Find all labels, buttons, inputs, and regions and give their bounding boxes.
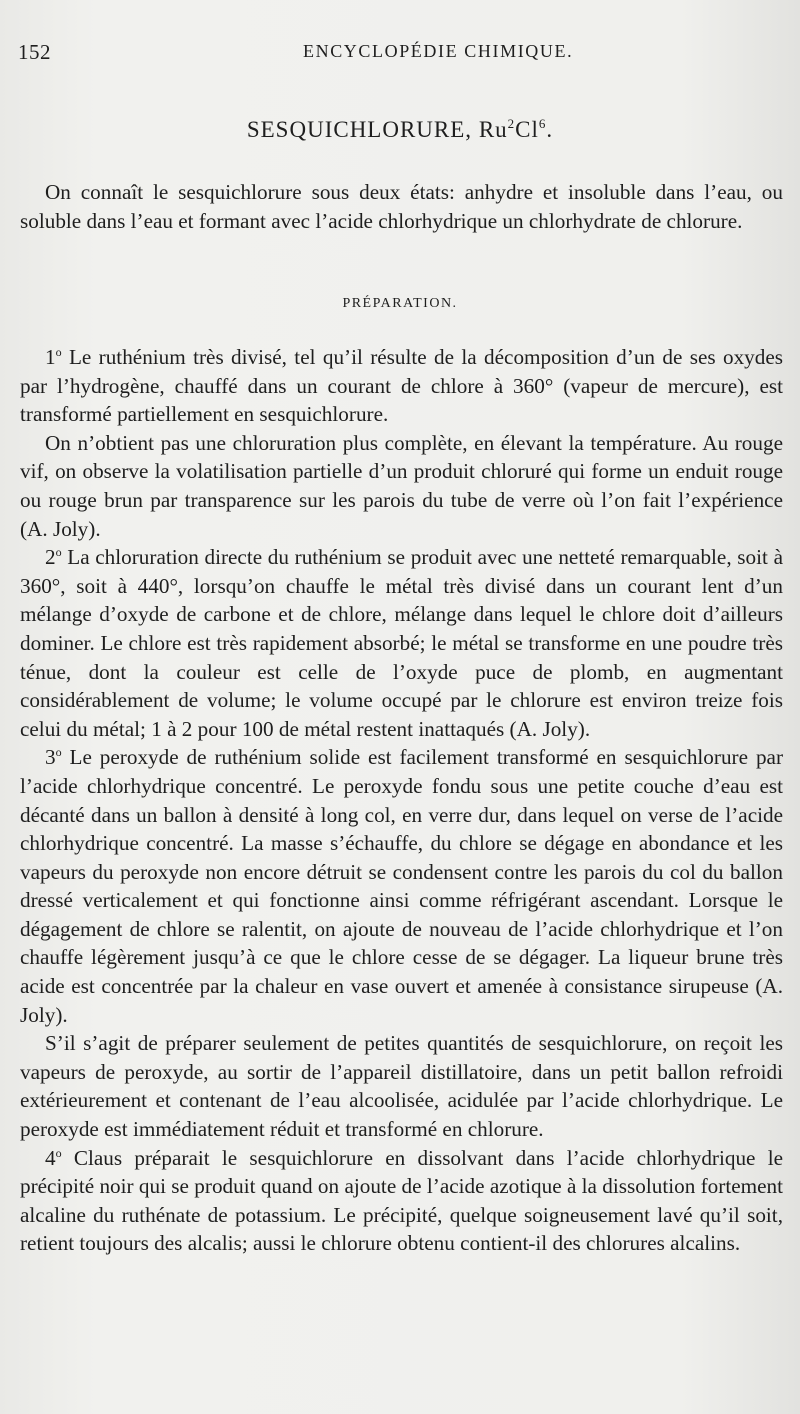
paragraph-2 (20, 429, 783, 543)
formula-subscript-cl: 6 (538, 116, 547, 131)
section-title (0, 117, 800, 143)
paragraph-number: 2 (45, 545, 56, 570)
paragraph-number: 1 (45, 345, 56, 369)
chemical-formula (479, 117, 547, 142)
paragraph-6 (20, 1144, 783, 1258)
formula-element-ru: Ru (478, 117, 508, 142)
intro-block (20, 178, 783, 235)
section-heading: PRÉPARATION. (342, 296, 458, 311)
paragraph-3 (20, 543, 783, 743)
body-text (20, 343, 783, 1258)
paragraph-text: S’il s’agit de préparer seulement de petites quantités de sesquichlorure, on reçoit les vapeurs de peroxyde, au sortir de l’appareil distillatoire, dans un petit ballon refroidi extérieurement et contenant de l’eau alcoolisée, acidulée par l’acide chlorhydrique. Le peroxyde est immédiatement réduit et transformé en chlorure. (20, 1031, 783, 1142)
paragraph-text: Claus préparait le sesquichlorure en dissolvant dans l’acide chlorhydrique le précipité noir qui se produit quand on ajoute de l’acide azotique à la dissolution fortement alcaline du ruthénate de potassium. Le précipité, quelque soigneusement lavé qu’il soit, retient toujours des alcalis; aussi le chlorure obtenu contient-il des chlorures alcalins. (20, 1145, 783, 1256)
paragraph-4 (20, 743, 783, 1029)
ordinal-mark: o (55, 345, 62, 359)
paragraph-1 (20, 343, 783, 429)
formula-subscript-ru: 2 (507, 116, 516, 131)
paragraph-number: 4 (45, 1145, 56, 1170)
paragraph-text: Le ruthénium très divisé, tel qu’il résulte de la décomposition d’un de ses oxydes par l’hydrogène, chauffé dans un courant de chlore à 360° (vapeur de mercure), est transformé partiellement en sesquichlorure. (20, 345, 783, 427)
paragraph-text: La chloruration directe du ruthénium se produit avec une netteté remarquable, soit à 360°, soit à 440°, lorsqu’on chauffe le métal très divisé dans un courant lent d’un mélange d’oxyde de carbone et de chlore, mélange dans lequel le chlore doit d’ailleurs dominer. Le chlore est très rapidement absorbé; le métal se transforme en une poudre très ténue, dont la couleur est celle de l’oxyde puce de plomb, en augmentant considérablement de volume; le volume occupé par le chlorure est environ treize fois celui du métal; 1 à 2 pour 100 de métal restent inattaqués (A. Joly). (20, 545, 783, 741)
paragraph-5 (20, 1029, 783, 1143)
formula-element-cl: Cl (515, 117, 539, 142)
running-head: ENCYCLOPÉDIE CHIMIQUE. (303, 41, 574, 61)
page-number: 152 (18, 40, 51, 64)
paragraph-text: On n’obtient pas une chloruration plus complète, en élevant la température. Au rouge vif, on observe la volatilisation partielle d’un produit chloruré qui forme un enduit rouge ou rouge brun par transparence sur les parois du tube de verre où l’on fait l’expérience (A. Joly). (20, 430, 783, 541)
ordinal-mark: o (55, 1145, 62, 1160)
title-period: . (546, 117, 554, 142)
intro-paragraph: On connaît le sesquichlorure sous deux états: anhydre et insoluble dans l’eau, ou soluble dans l’eau et formant avec l’acide chlorhydrique un chlorhydrate de chlorure. (20, 180, 783, 233)
title-name: SESQUICHLORURE, (246, 117, 479, 142)
page-header (18, 40, 788, 66)
ordinal-mark: o (55, 545, 62, 560)
ordinal-mark: o (55, 745, 62, 760)
paragraph-number: 3 (45, 745, 56, 770)
paragraph-text: Le peroxyde de ruthénium solide est facilement transformé en sesquichlorure par l’acide chlorhydrique concentré. Le peroxyde fondu sous une petite couche d’eau est décanté dans un ballon à densité à long col, en verre dur, dans lequel on verse de l’acide chlorhydrique concentré. La masse s’échauffe, du chlore se dégage en abondance et les vapeurs du peroxyde non encore détruit se condensent contre les parois du col du ballon dressé verticalement et qui fonctionne ainsi comme réfrigérant ascendant. Lorsque le dégagement de chlore se ralentit, on ajoute de nouveau de l’acide chlorhydrique et l’on chauffe légèrement jusqu’à ce que le chlore cesse de se dégager. La liqueur brune très acide est concentrée par la chaleur en vase ouvert et amenée à consistance sirupeuse (A. Joly). (20, 745, 783, 1027)
